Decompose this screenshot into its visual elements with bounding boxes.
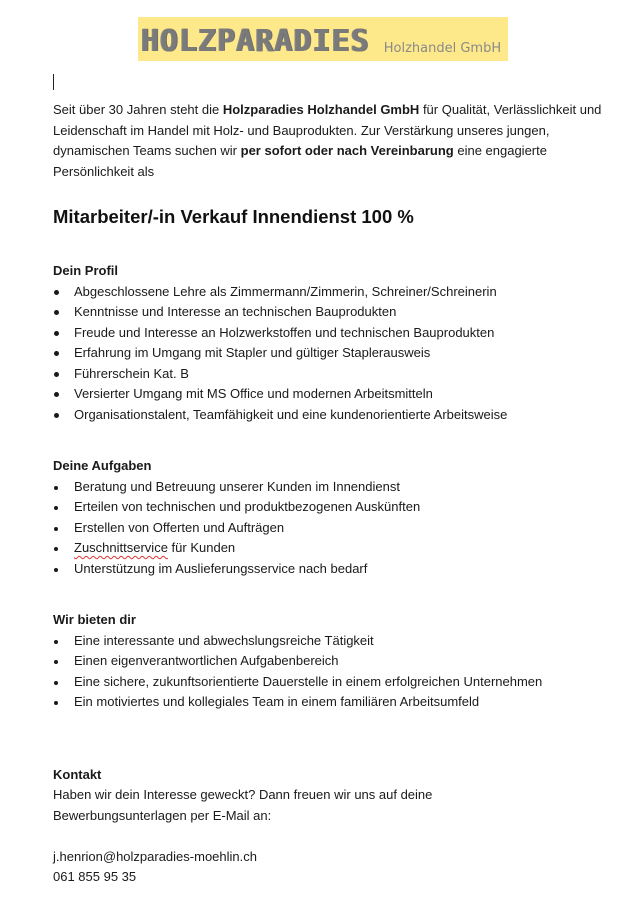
list-item: Unterstützung im Auslieferungsservice nach bedarf bbox=[53, 559, 613, 580]
intro-company-name: Holzparadies Holzhandel GmbH bbox=[222, 102, 420, 117]
list-item: Einen eigenverantwortlichen Aufgabenbereich bbox=[53, 651, 613, 672]
list-item: Erstellen von Offerten und Aufträgen bbox=[53, 518, 613, 539]
list-item: Abgeschlossene Lehre als Zimmermann/Zimmerin, Schreiner/Schreinerin bbox=[53, 282, 613, 303]
aufgaben-list bbox=[53, 477, 613, 580]
section-title-bieten: Wir bieten dir bbox=[53, 612, 136, 627]
section-aufgaben bbox=[53, 456, 613, 579]
section-kontakt bbox=[53, 765, 613, 888]
section-title-aufgaben: Deine Aufgaben bbox=[53, 458, 152, 473]
document-body bbox=[53, 100, 613, 888]
list-item: Erteilen von technischen und produktbezogenen Auskünften bbox=[53, 497, 613, 518]
contact-details bbox=[53, 847, 613, 888]
logo-brand: HOLZPARADIES bbox=[141, 24, 370, 59]
list-item: Erfahrung im Umgang mit Stapler und gültiger Staplerausweis bbox=[53, 343, 613, 364]
bieten-list bbox=[53, 631, 613, 713]
section-title-profil: Dein Profil bbox=[53, 263, 119, 278]
text-cursor bbox=[53, 74, 54, 90]
list-item bbox=[53, 538, 613, 559]
intro-start-date: per sofort oder nach Vereinbarung bbox=[240, 143, 454, 158]
list-item: Versierter Umgang mit MS Office und modernen Arbeitsmitteln bbox=[53, 384, 613, 405]
company-logo bbox=[138, 17, 508, 61]
logo-company-suffix: Holzhandel GmbH bbox=[383, 41, 502, 56]
profil-list bbox=[53, 282, 613, 426]
section-title-kontakt: Kontakt bbox=[53, 766, 102, 782]
list-item: Beratung und Betreuung unserer Kunden im Innendienst bbox=[53, 477, 613, 498]
contact-phone: 061 855 95 35 bbox=[53, 869, 137, 884]
section-profil bbox=[53, 261, 613, 425]
list-item: Eine sichere, zukunftsorientierte Dauerstelle in einem erfolgreichen Unternehmen bbox=[53, 672, 613, 693]
list-item: Kenntnisse und Interesse an technischen Bauprodukten bbox=[53, 302, 613, 323]
list-item: Eine interessante und abwechslungsreiche Tätigkeit bbox=[53, 631, 613, 652]
list-item-text: für Kunden bbox=[171, 540, 236, 555]
list-item: Führerschein Kat. B bbox=[53, 364, 613, 385]
contact-email[interactable]: j.henrion@holzparadies-moehlin.ch bbox=[53, 848, 257, 864]
list-item: Ein motiviertes und kollegiales Team in einem familiären Arbeitsumfeld bbox=[53, 692, 613, 713]
job-title: Mitarbeiter/-in Verkauf Innendienst 100 % bbox=[53, 206, 414, 227]
intro-text-3: eine engagierte Persönlichkeit als bbox=[53, 143, 547, 179]
section-bieten bbox=[53, 610, 613, 713]
intro-text-1: Seit über 30 Jahren steht die bbox=[53, 102, 223, 117]
list-item: Freude und Interesse an Holzwerkstoffen und technischen Bauprodukten bbox=[53, 323, 613, 344]
spellcheck-flagged-word[interactable]: Zuschnittservice bbox=[74, 540, 168, 555]
contact-text: Haben wir dein Interesse geweckt? Dann freuen wir uns auf deine Bewerbungsunterlagen per E-Mail an: bbox=[53, 787, 433, 823]
intro-paragraph bbox=[53, 100, 613, 182]
list-item: Organisationstalent, Teamfähigkeit und eine kundenorientierte Arbeitsweise bbox=[53, 405, 613, 426]
intro-text-2: für Qualität, Verlässlichkeit und Leidenschaft im Handel mit Holz- und Bauprodukten. Zur Verstärkung unseres jungen, dynamischen Teams suchen wir bbox=[53, 102, 602, 158]
